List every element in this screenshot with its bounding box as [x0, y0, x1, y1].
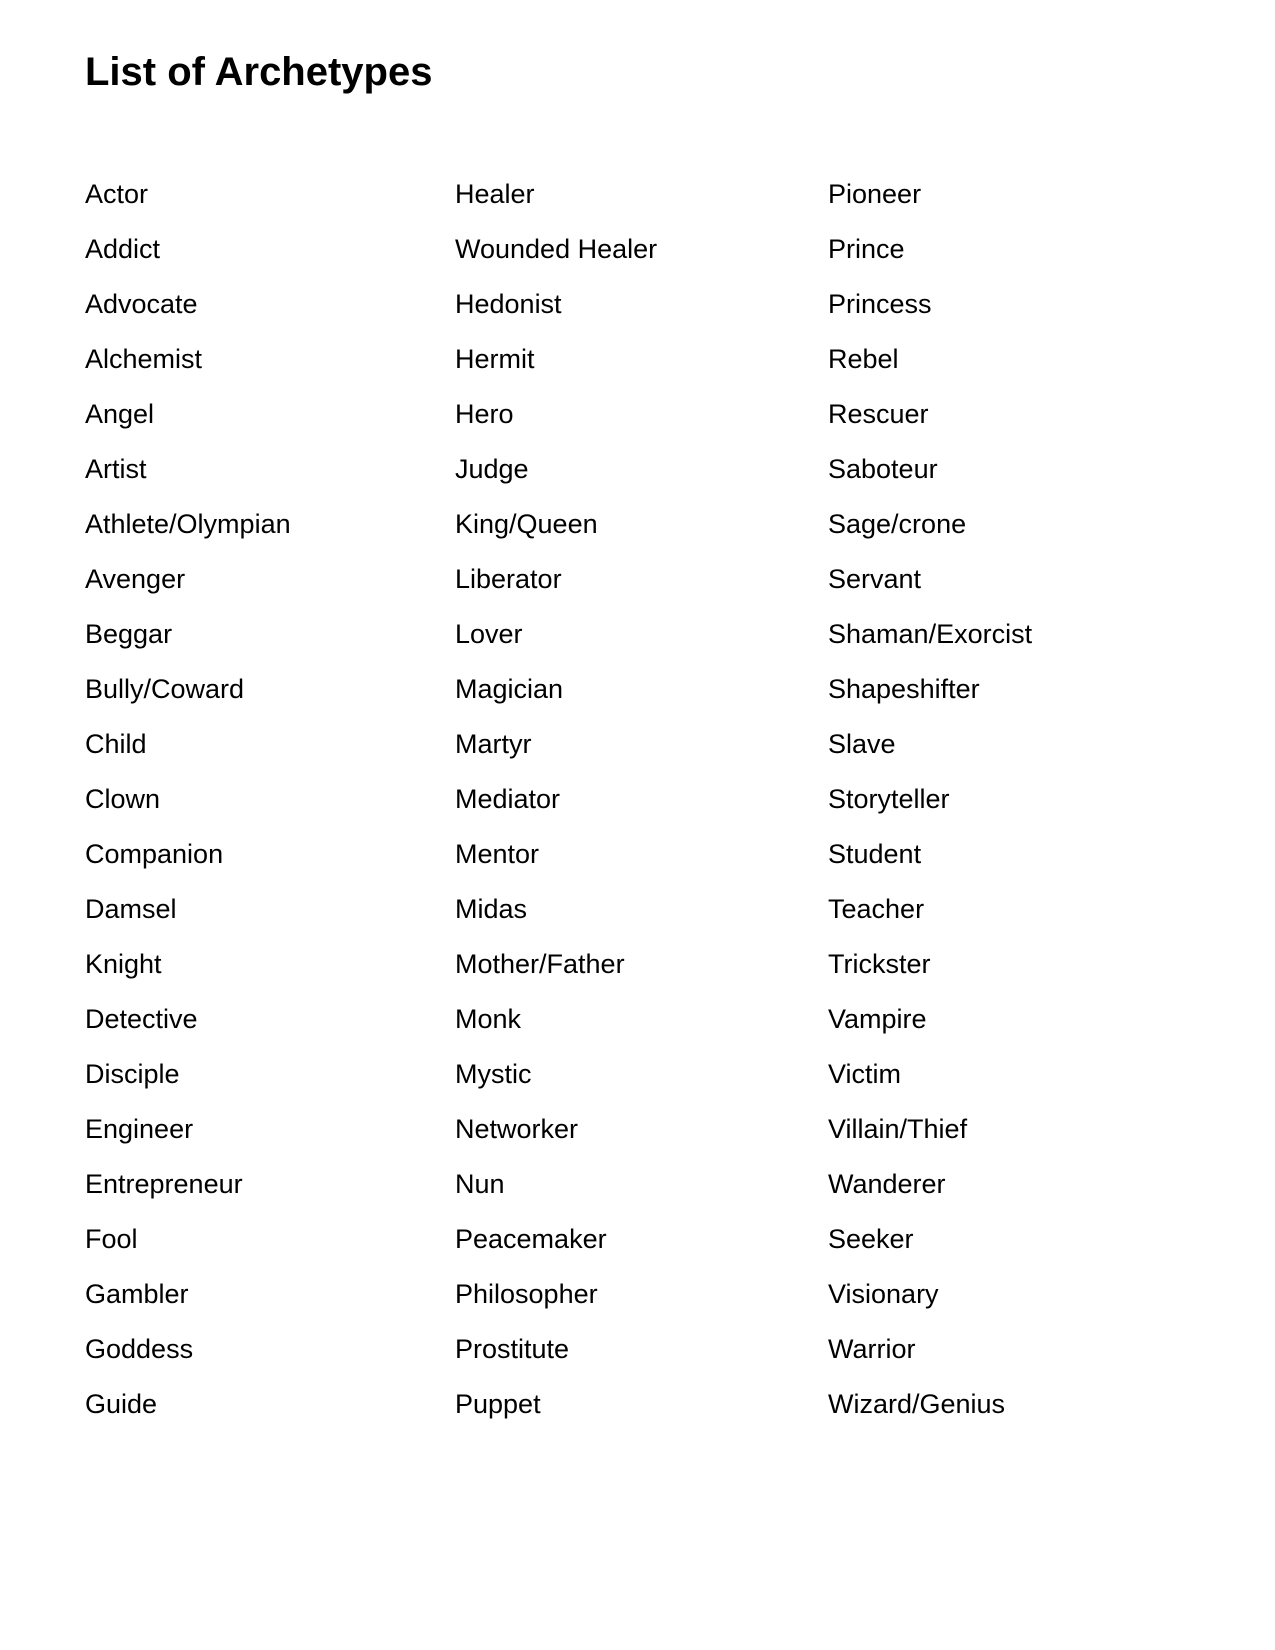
list-item: Judge — [455, 454, 529, 484]
list-item: Mother/Father — [455, 949, 625, 979]
list-item: Mystic — [455, 1059, 532, 1089]
list-item: Victim — [828, 1059, 902, 1089]
archetype-column-right — [828, 178, 1188, 1443]
list-item: Alchemist — [85, 344, 203, 374]
list-item: King/Queen — [455, 509, 598, 539]
list-item: Mentor — [455, 839, 540, 869]
list-item: Addict — [85, 234, 161, 264]
list-item: Advocate — [85, 289, 198, 319]
list-item: Mediator — [455, 784, 561, 814]
list-item: Servant — [828, 564, 922, 594]
list-item: Damsel — [85, 894, 177, 924]
list-item: Philosopher — [455, 1279, 598, 1309]
list-item: Seeker — [828, 1224, 914, 1254]
list-item: Rescuer — [828, 399, 929, 429]
list-item: Avenger — [85, 564, 186, 594]
list-item: Wounded Healer — [455, 234, 658, 264]
list-item: Vampire — [828, 1004, 927, 1034]
list-item: Slave — [828, 729, 896, 759]
list-item: Prostitute — [455, 1334, 570, 1364]
list-item: Hermit — [455, 344, 535, 374]
list-item: Warrior — [828, 1334, 916, 1364]
list-item: Wanderer — [828, 1169, 946, 1199]
list-item: Shapeshifter — [828, 674, 980, 704]
list-item: Wizard/Genius — [828, 1389, 1006, 1419]
list-item: Lover — [455, 619, 523, 649]
list-item: Goddess — [85, 1334, 194, 1364]
list-item: Visionary — [828, 1279, 939, 1309]
list-item: Detective — [85, 1004, 198, 1034]
list-item: Midas — [455, 894, 528, 924]
list-item: Gambler — [85, 1279, 189, 1309]
list-item: Trickster — [828, 949, 931, 979]
list-item: Companion — [85, 839, 224, 869]
list-item: Pioneer — [828, 179, 922, 209]
archetype-list — [85, 178, 1275, 1443]
list-item: Princess — [828, 289, 932, 319]
list-item: Hero — [455, 399, 514, 429]
list-item: Artist — [85, 454, 147, 484]
list-item: Guide — [85, 1389, 158, 1419]
page-title: List of Archetypes — [85, 50, 433, 94]
list-item: Networker — [455, 1114, 579, 1144]
list-item: Engineer — [85, 1114, 194, 1144]
list-item: Magician — [455, 674, 564, 704]
list-item: Disciple — [85, 1059, 180, 1089]
list-item: Peacemaker — [455, 1224, 607, 1254]
list-item: Rebel — [828, 344, 899, 374]
list-item: Hedonist — [455, 289, 562, 319]
list-item: Actor — [85, 179, 149, 209]
list-item: Clown — [85, 784, 161, 814]
list-item: Villain/Thief — [828, 1114, 968, 1144]
list-item: Storyteller — [828, 784, 950, 814]
list-item: Knight — [85, 949, 162, 979]
list-item: Child — [85, 729, 147, 759]
list-item: Sage/crone — [828, 509, 967, 539]
list-item: Athlete/Olympian — [85, 509, 291, 539]
archetype-column-middle — [455, 178, 828, 1443]
list-item: Healer — [455, 179, 535, 209]
list-item: Student — [828, 839, 922, 869]
list-item: Puppet — [455, 1389, 541, 1419]
list-item: Shaman/Exorcist — [828, 619, 1033, 649]
list-item: Teacher — [828, 894, 925, 924]
list-item: Bully/Coward — [85, 674, 245, 704]
list-item: Beggar — [85, 619, 173, 649]
list-item: Fool — [85, 1224, 138, 1254]
list-item: Angel — [85, 399, 155, 429]
list-item: Nun — [455, 1169, 505, 1199]
list-item: Martyr — [455, 729, 532, 759]
list-item: Liberator — [455, 564, 562, 594]
list-item: Entrepreneur — [85, 1169, 243, 1199]
list-item: Saboteur — [828, 454, 938, 484]
archetype-column-left — [85, 178, 455, 1443]
list-item: Prince — [828, 234, 905, 264]
list-item: Monk — [455, 1004, 522, 1034]
